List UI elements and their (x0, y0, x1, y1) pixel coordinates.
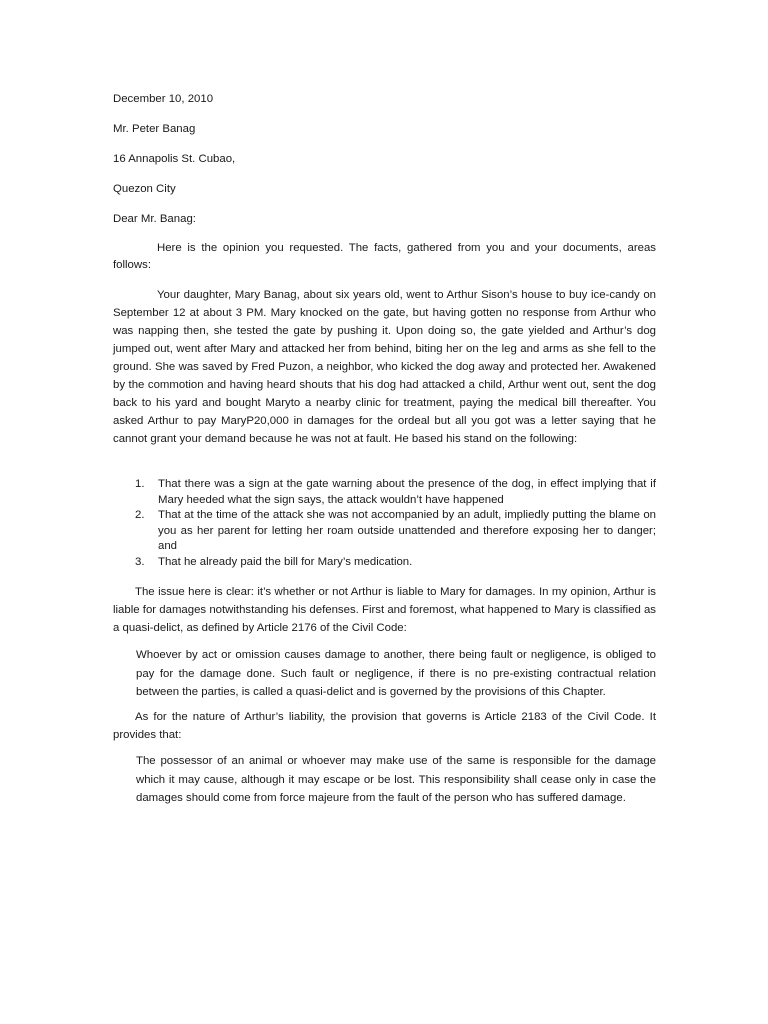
list-item-number: 2. (135, 509, 145, 521)
intro-paragraph: Here is the opinion you requested. The facts, gathered from you and your documents, areas follows: (113, 242, 656, 271)
issue-paragraph: The issue here is clear: it’s whether or not Arthur is liable to Mary for damages. In my opinion, Arthur is liable for damages notwithstanding his defenses. First and foremost, what happened to Mary is classified as a quasi-delict, as defined by Article 2176 of the Civil Code: (113, 586, 656, 634)
facts-paragraph: Your daughter, Mary Banag, about six years old, went to Arthur Sison’s house to buy ice-candy on September 12 at about 3 PM. Mary knocked on the gate, but having gotten no response from Arthur who was napping then, she tested the gate by pushing it. Upon doing so, the gate yielded and Arthur’s dog jumped out, went after Mary and attacked her from behind, biting her on the leg and arms as she fell to the ground. She was saved by Fred Puzon, a neighbor, who kicked the dog away and protected her. Awakened by the commotion and having heard shouts that his dog had attacked a child, Arthur went out, sent the dog back to his yard and bought Maryto a nearby clinic for treatment, paying the medical bill thereafter. You asked Arthur to pay MaryP20,000 in damages for the ordeal but all you got was a letter saying that he cannot grant your demand because he was not at fault. He based his stand on the following: (113, 289, 656, 445)
list-item-text: That there was a sign at the gate warning about the presence of the dog, in effect implying that if Mary heeded what the sign says, the attack wouldn’t have happened (158, 478, 656, 506)
address-line-1: 16 Annapolis St. Cubao, (113, 153, 236, 165)
list-item-number: 1. (135, 478, 145, 490)
nature-paragraph: As for the nature of Arthur’s liability, the provision that governs is Article 2183 of the Civil Code. It provides that: (113, 711, 656, 741)
list-item (113, 555, 656, 571)
list-item (113, 477, 656, 508)
recipient-name: Mr. Peter Banag (113, 123, 196, 135)
address-line-2: Quezon City (113, 183, 176, 195)
article-2183-quote: The possessor of an animal or whoever may make use of the same is responsible for the damage which it may cause, although it may escape or be lost. This responsibility shall cease only in case the damages should come from force majeure from the fault of the person who has suffered damage. (136, 755, 656, 804)
letter-date: December 10, 2010 (113, 93, 214, 105)
list-item-text: That he already paid the bill for Mary’s medication. (158, 555, 413, 568)
defenses-list (113, 477, 656, 570)
list-item (113, 508, 656, 555)
salutation: Dear Mr. Banag: (113, 213, 196, 225)
article-2176-quote: Whoever by act or omission causes damage to another, there being fault or negligence, is obliged to pay for the damage done. Such fault or negligence, if there is no pre-existing contractual relation between the parties, is called a quasi-delict and is governed by the provisions of this Chapter. (136, 649, 656, 698)
list-item-number: 3. (135, 555, 145, 568)
list-item-text: That at the time of the attack she was not accompanied by an adult, impliedly putting the blame on you as her parent for letting her roam outside unattended and therefore exposing her to danger; and (158, 509, 656, 552)
